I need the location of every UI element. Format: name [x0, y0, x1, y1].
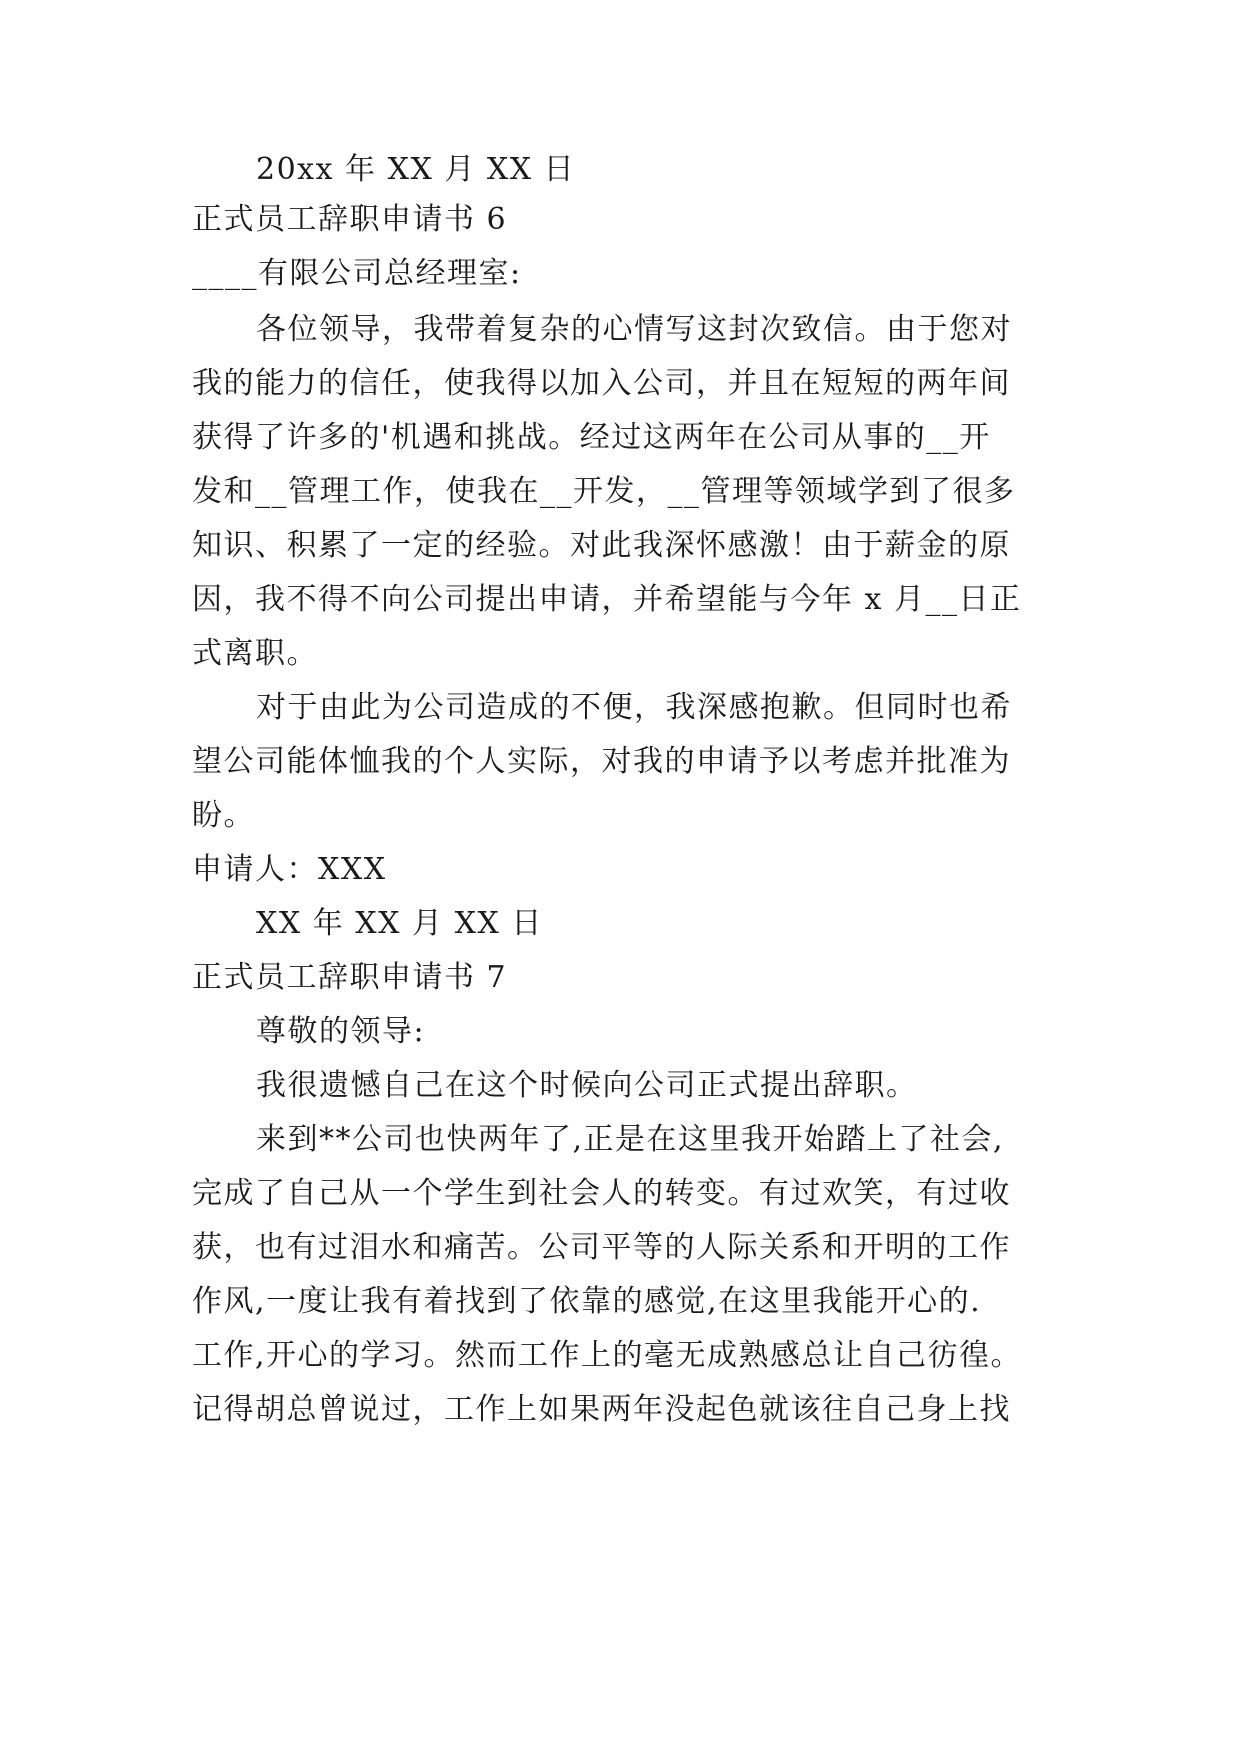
body-line: 获，也有过泪水和痛苦。公司平等的人际关系和开明的工作	[192, 1230, 1011, 1265]
body-line: 因，我不得不向公司提出申请，并希望能与今年 x 月__日正	[192, 582, 1022, 617]
applicant-line: 申请人：XXX	[192, 852, 387, 887]
recipient-line: ____有限公司总经理室:	[192, 256, 522, 291]
body-line: 我很遗憾自己在这个时候向公司正式提出辞职。	[256, 1068, 918, 1103]
date-line: XX 年 XX 月 XX 日	[256, 906, 543, 941]
section-title-7: 正式员工辞职申请书 7	[192, 960, 508, 995]
body-line: 完成了自己从一个学生到社会人的转变。有过欢笑，有过收	[192, 1176, 1011, 1211]
body-line: 望公司能体恤我的个人实际，对我的申请予以考虑并批准为	[192, 744, 1011, 779]
body-line: 我的能力的信任，使我得以加入公司，并且在短短的两年间	[192, 366, 1011, 401]
body-line: 各位领导，我带着复杂的心情写这封次致信。由于您对	[256, 312, 1012, 347]
body-line: 获得了许多的'机遇和挑战。经过这两年在公司从事的__开	[192, 420, 991, 455]
body-line: 工作,开心的学习。然而工作上的毫无成熟感总让自己彷徨。	[192, 1338, 1023, 1373]
body-line: 盼。	[192, 798, 255, 833]
date-line: 20xx 年 XX 月 XX 日	[256, 152, 576, 187]
body-line: 记得胡总曾说过，工作上如果两年没起色就该往自己身上找	[192, 1392, 1011, 1427]
body-line: 发和__管理工作，使我在__开发，__管理等领域学到了很多	[192, 474, 1016, 509]
body-line: 作风,一度让我有着找到了依靠的感觉,在这里我能开心的.	[192, 1284, 982, 1319]
body-line: 来到**公司也快两年了,正是在这里我开始踏上了社会,	[256, 1122, 1005, 1157]
body-line: 知识、积累了一定的经验。对此我深怀感激！由于薪金的原	[192, 528, 1011, 563]
body-line: 对于由此为公司造成的不便，我深感抱歉。但同时也希	[256, 690, 1012, 725]
body-line: 式离职。	[192, 636, 318, 671]
section-title-6: 正式员工辞职申请书 6	[192, 202, 508, 237]
salutation-line: 尊敬的领导:	[256, 1014, 426, 1049]
